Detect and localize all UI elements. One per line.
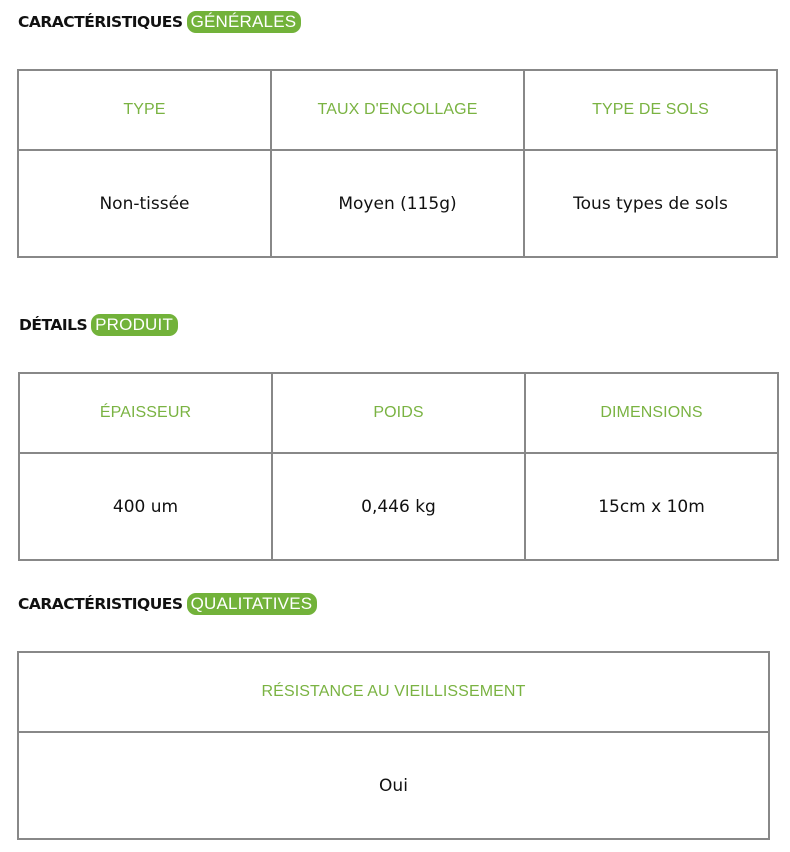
- table-header-row: [19, 373, 778, 453]
- value-cell-type: Non-tissée: [18, 150, 271, 257]
- header-cell-dimensions: DIMENSIONS: [525, 373, 778, 453]
- section-title-badge: GÉNÉRALES: [187, 11, 302, 33]
- table-value-row: [18, 732, 769, 839]
- value-cell-resistance-vieillissement: Oui: [18, 732, 769, 839]
- section-title-label: CARACTÉRISTIQUES: [18, 13, 183, 31]
- spec-table-generales: [17, 69, 778, 258]
- value-cell-dimensions: 15cm x 10m: [525, 453, 778, 560]
- table-value-row: [19, 453, 778, 560]
- header-cell-taux-encollage: TAUX D'ENCOLLAGE: [271, 70, 524, 150]
- table-header-row: [18, 652, 769, 732]
- spec-table-qualitatives: [17, 651, 770, 840]
- section-title-badge: QUALITATIVES: [187, 593, 318, 615]
- value-cell-epaisseur: 400 um: [19, 453, 272, 560]
- section-title-qualitatives: [18, 591, 317, 617]
- header-cell-type-de-sols: TYPE DE SOLS: [524, 70, 777, 150]
- header-cell-epaisseur: ÉPAISSEUR: [19, 373, 272, 453]
- spec-table-details-produit: [18, 372, 779, 561]
- section-title-label: DÉTAILS: [19, 316, 88, 334]
- value-cell-type-de-sols: Tous types de sols: [524, 150, 777, 257]
- value-cell-taux-encollage: Moyen (115g): [271, 150, 524, 257]
- table-header-row: [18, 70, 777, 150]
- header-cell-resistance-vieillissement: RÉSISTANCE AU VIEILLISSEMENT: [18, 652, 769, 732]
- section-title-badge: PRODUIT: [91, 314, 178, 336]
- table-value-row: [18, 150, 777, 257]
- section-title-label: CARACTÉRISTIQUES: [18, 595, 183, 613]
- section-title-generales: [18, 9, 301, 35]
- value-cell-poids: 0,446 kg: [272, 453, 525, 560]
- section-title-details-produit: [19, 312, 178, 338]
- header-cell-poids: POIDS: [272, 373, 525, 453]
- header-cell-type: TYPE: [18, 70, 271, 150]
